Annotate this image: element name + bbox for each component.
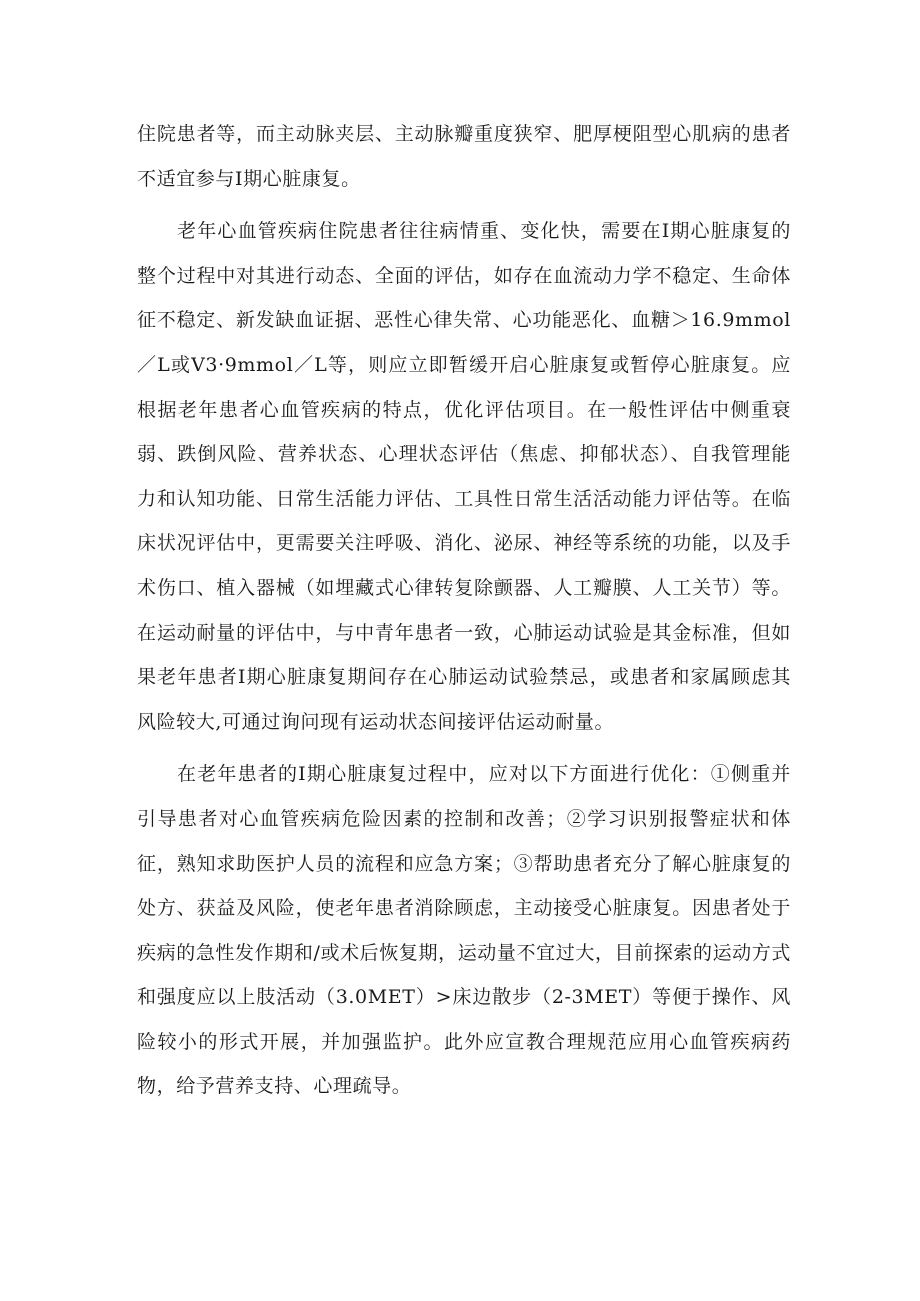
- paragraph-2: 老年心血管疾病住院患者往往病情重、变化快，需要在I期心脏康复的整个过程中对其进行动态、全面的评估，如存在血流动力学不稳定、生命体征不稳定、新发缺血证据、恶性心律失常、心功能恶化、血糖＞16.9mmol／L或V3·9mmol／L等，则应立即暂缓开启心脏康复或暂停心脏康复。应根据老年患者心血管疾病的特点，优化评估项目。在一般性评估中侧重衰弱、跌倒风险、营养状态、心理状态评估（焦虑、抑郁状态）、自我管理能力和认知功能、日常生活能力评估、工具性日常生活活动能力评估等。在临床状况评估中，更需要关注呼吸、消化、泌尿、神经等系统的功能，以及手术伤口、植入器械（如埋藏式心律转复除颤器、人工瓣膜、人工关节）等。在运动耐量的评估中，与中青年患者一致，心肺运动试验是其金标准，但如果老年患者I期心脏康复期间存在心肺运动试验禁忌，或患者和家属顾虑其风险较大,可通过询问现有运动状态间接评估运动耐量。: [137, 220, 791, 733]
- document-body: [137, 112, 791, 1117]
- paragraph-1: 住院患者等，而主动脉夹层、主动脉瓣重度狭窄、肥厚梗阻型心肌病的患者不适宜参与I期心脏康复。: [137, 123, 791, 190]
- paragraph-3: 在老年患者的I期心脏康复过程中，应对以下方面进行优化：①侧重并引导患者对心血管疾病危险因素的控制和改善；②学习识别报警症状和体征，熟知求助医护人员的流程和应急方案；③帮助患者充分了解心脏康复的处方、获益及风险，使老年患者消除顾虑，主动接受心脏康复。因患者处于疾病的急性发作期和/或术后恢复期，运动量不宜过大，目前探索的运动方式和强度应以上肢活动（3.0MET）>床边散步（2-3MET）等便于操作、风险较小的形式开展，并加强监护。此外应宣教合理规范应用心血管疾病药物，给予营养支持、心理疏导。: [137, 763, 791, 1098]
